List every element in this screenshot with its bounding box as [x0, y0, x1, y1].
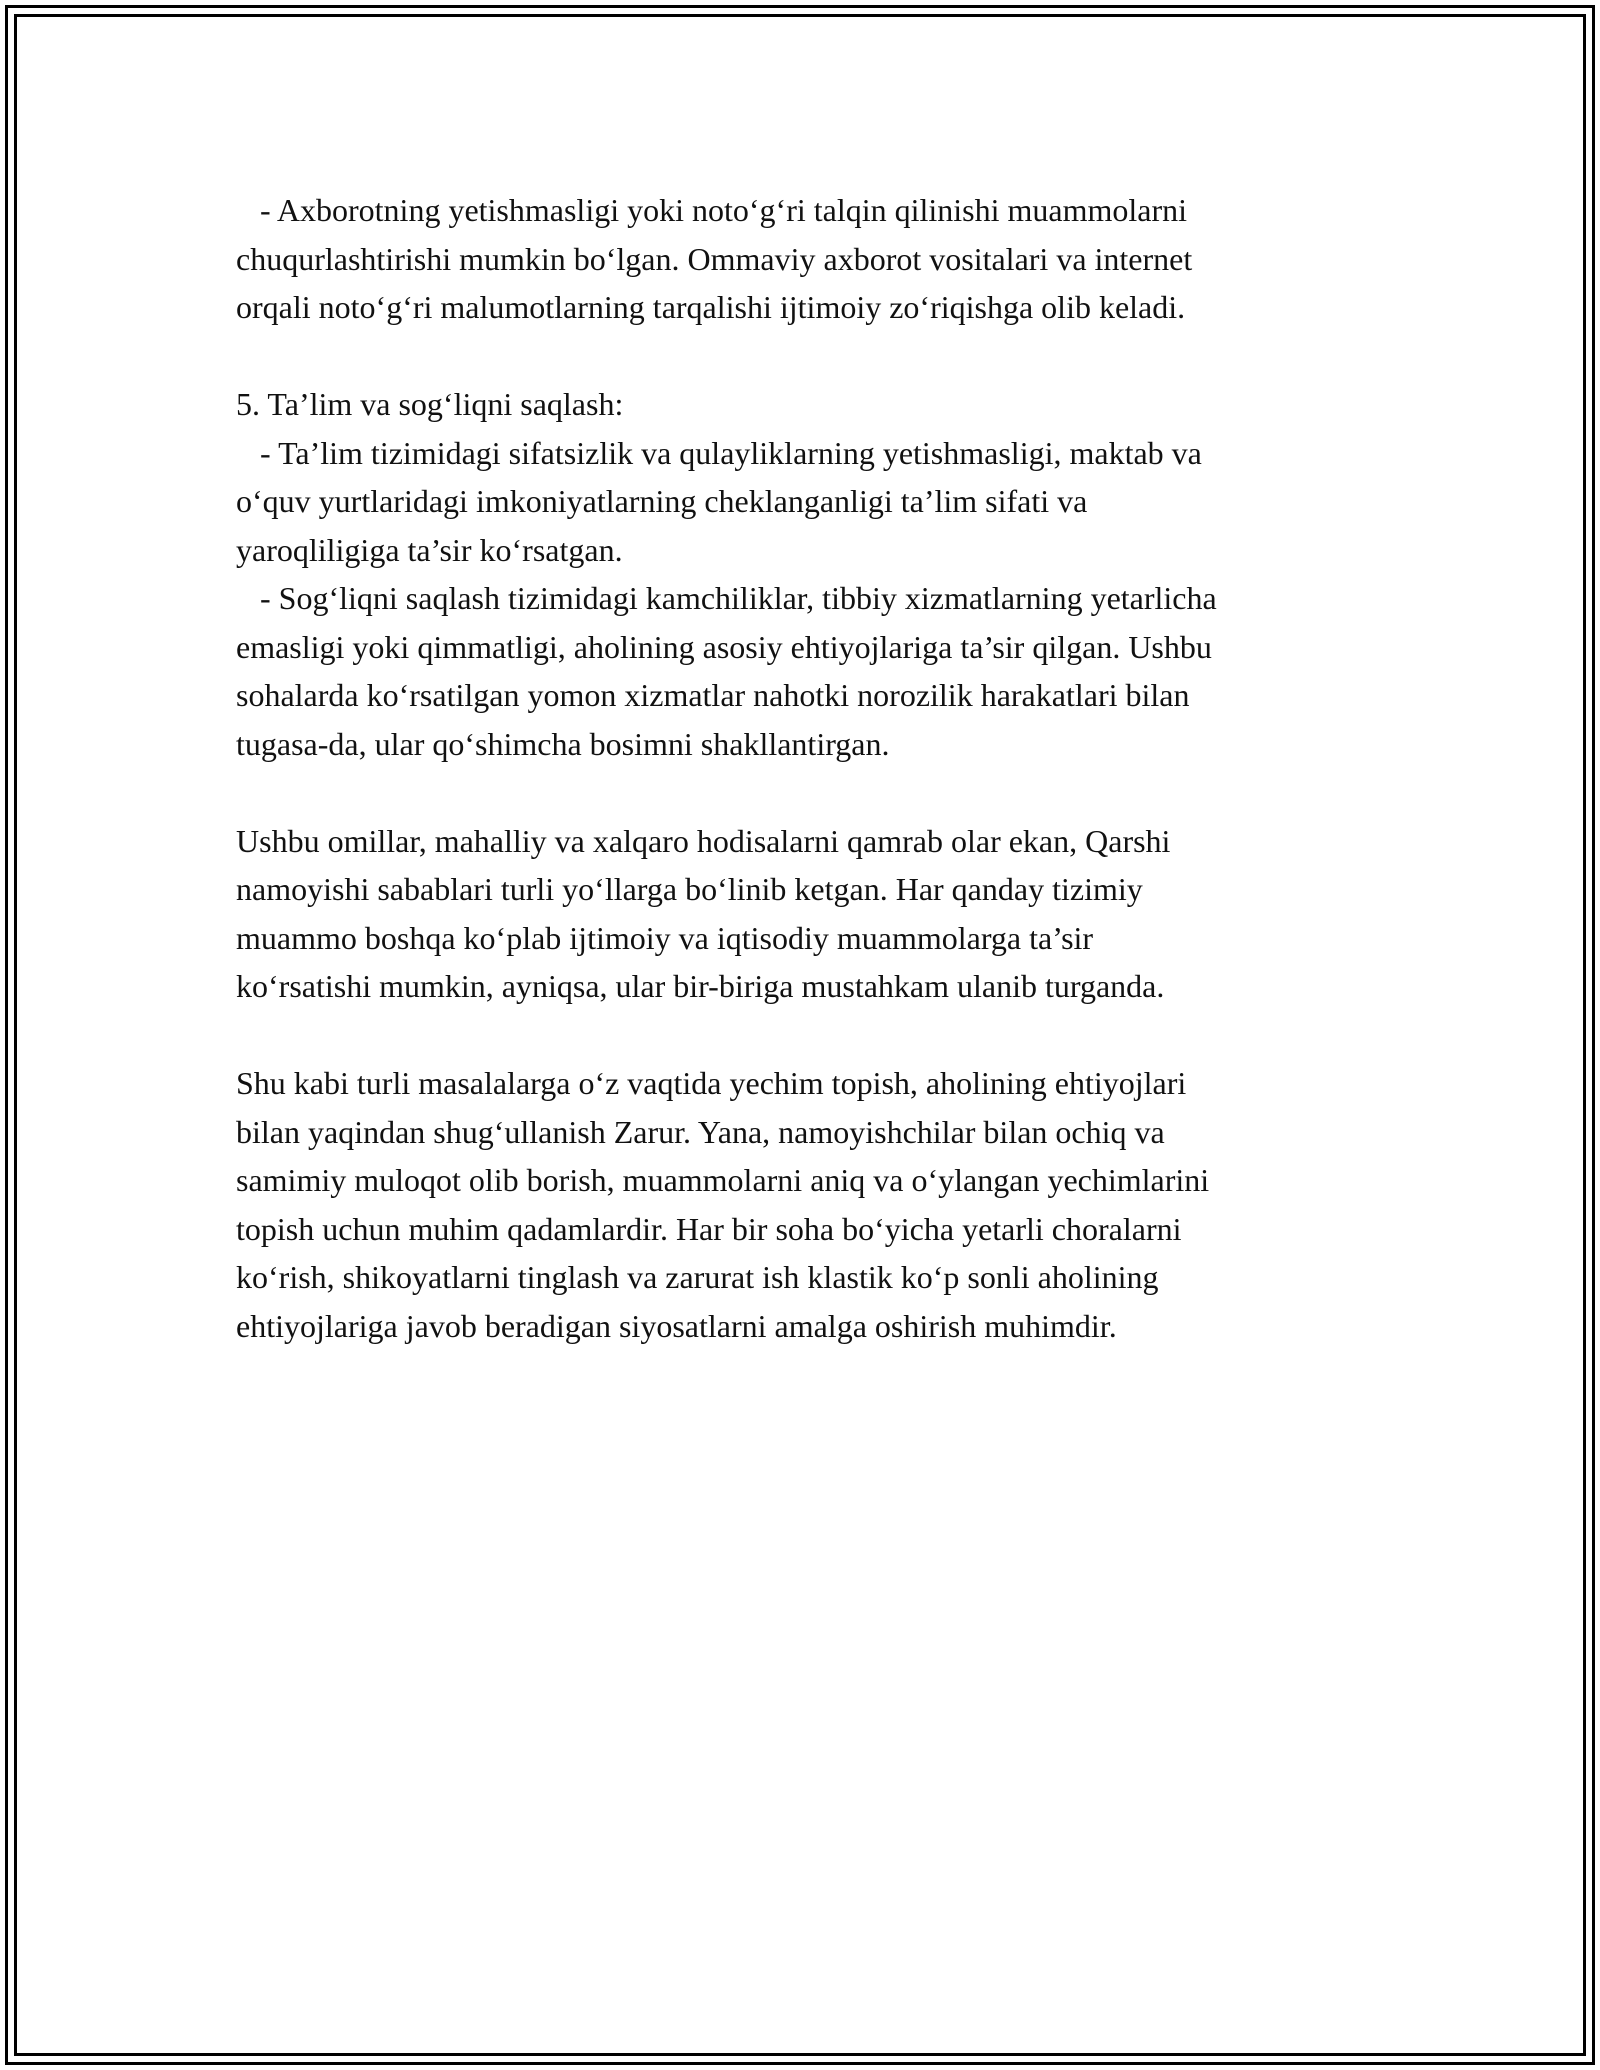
text-line: bilan yaqindan shug‘ullanish Zarur. Yana, namoyishchilar bilan ochiq va [236, 1113, 1165, 1150]
paragraph-misinformation [236, 186, 1386, 332]
text-line: samimiy muloqot olib borish, muammolarni aniq va o‘ylangan yechimlarini [236, 1162, 1210, 1198]
text-line: emasligi yoki qimmatligi, aholining asosiy ehtiyojlariga ta’sir qilgan. Ushbu [236, 628, 1212, 665]
text-line: - Ta’lim tizimidagi sifatsizlik va qulayliklarning yetishmasligi, maktab va [236, 434, 1202, 471]
text-line: namoyishi sabablari turli yo‘llarga bo‘linib ketgan. Har qanday tizimiy [236, 871, 1143, 907]
text-line: ko‘rsatishi mumkin, ayniqsa, ular bir-biriga mustahkam ulanib turganda. [236, 968, 1165, 1004]
paragraph-gap [236, 332, 1386, 381]
paragraph-conclusion [236, 1059, 1386, 1350]
text-line: tugasa-da, ular qo‘shimcha bosimni shakllantirgan. [236, 725, 890, 762]
text-line: muammo boshqa ko‘plab ijtimoiy va iqtisodiy muammolarga ta’sir [236, 919, 1094, 956]
text-line: ehtiyojlariga javob beradigan siyosatlarni amalga oshirish muhimdir. [236, 1307, 1117, 1344]
text-line: sohalarda ko‘rsatilgan yomon xizmatlar nahotki norozilik harakatlari bilan [236, 677, 1190, 713]
paragraph-gap [236, 768, 1386, 817]
text-line: yaroqliligiga ta’sir ko‘rsatgan. [236, 531, 623, 568]
text-line: orqali noto‘g‘ri malumotlarning tarqalishi ijtimoiy zo‘riqishga olib keladi. [236, 289, 1186, 325]
section-heading: 5. Ta’lim va sog‘liqni saqlash: [236, 386, 624, 422]
text-line: Ushbu omillar, mahalliy va xalqaro hodisalarni qamrab olar ekan, Qarshi [236, 822, 1171, 859]
text-line: ko‘rish, shikoyatlarni tinglash va zarurat ish klastik ko‘p sonli aholining [236, 1259, 1159, 1295]
document-body [236, 186, 1386, 1350]
text-line: o‘quv yurtlaridagi imkoniyatlarning cheklanganligi ta’lim sifati va [236, 483, 1088, 519]
text-line: Shu kabi turli masalalarga o‘z vaqtida yechim topish, aholining ehtiyojlari [236, 1065, 1187, 1101]
text-line: chuqurlashtirishi mumkin bo‘lgan. Ommaviy axborot vositalari va internet [236, 240, 1193, 277]
paragraph-gap [236, 1011, 1386, 1060]
section-education-health [236, 380, 1386, 768]
paragraph-factors [236, 817, 1386, 1011]
text-line: - Axborotning yetishmasligi yoki noto‘g‘ri talqin qilinishi muammolarni [236, 192, 1188, 228]
text-line: - Sog‘liqni saqlash tizimidagi kamchiliklar, tibbiy xizmatlarning yetarlicha [236, 580, 1217, 616]
text-line: topish uchun muhim qadamlardir. Har bir soha bo‘yicha yetarli choralarni [236, 1210, 1182, 1247]
